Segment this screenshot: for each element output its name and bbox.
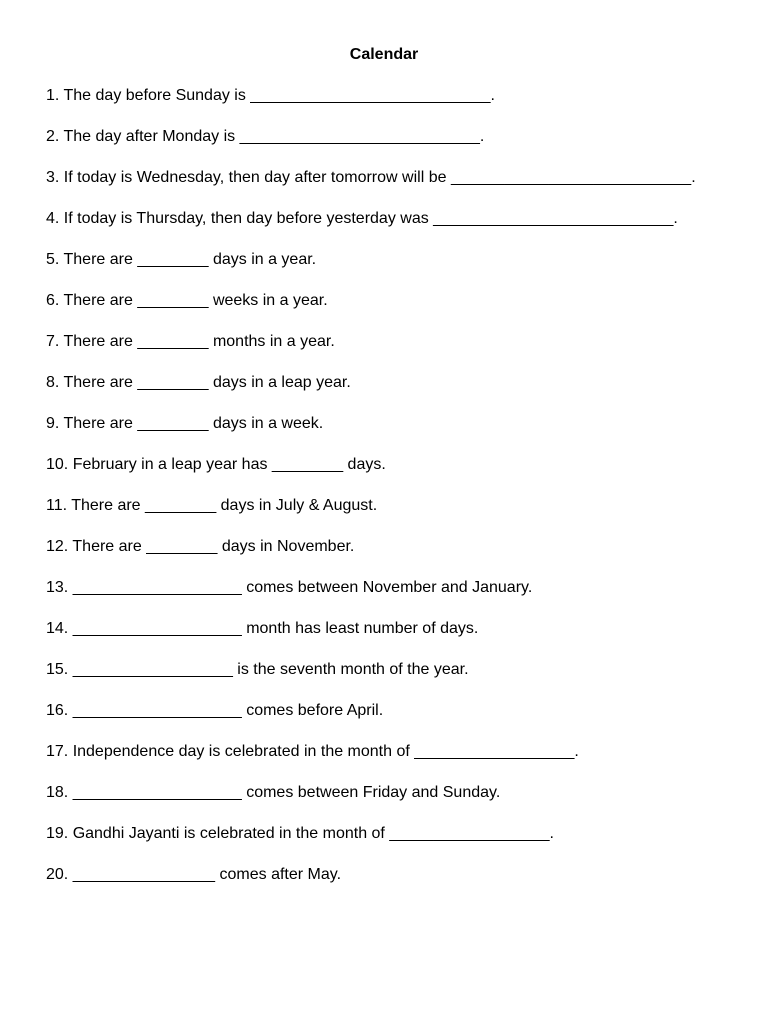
page-title: Calendar [349, 46, 419, 63]
question-12: 12. There are ________ days in November. [46, 538, 355, 555]
question-8: 8. There are ________ days in a leap year. [46, 374, 351, 391]
question-13: 13. ___________________ comes between November and January. [46, 579, 533, 596]
question-4: 4. If today is Thursday, then day before yesterday was ___________________________. [46, 210, 678, 227]
question-5: 5. There are ________ days in a year. [46, 251, 317, 268]
question-15: 15. __________________ is the seventh month of the year. [46, 661, 469, 678]
question-7: 7. There are ________ months in a year. [46, 333, 335, 350]
question-6: 6. There are ________ weeks in a year. [46, 292, 328, 309]
question-1: 1. The day before Sunday is ___________________________. [46, 87, 495, 104]
question-14: 14. ___________________ month has least number of days. [46, 620, 479, 637]
question-list [46, 86, 761, 906]
question-17: 17. Independence day is celebrated in the month of __________________. [46, 743, 579, 760]
question-18: 18. ___________________ comes between Friday and Sunday. [46, 784, 501, 801]
question-2: 2. The day after Monday is ___________________________. [46, 128, 485, 145]
question-3: 3. If today is Wednesday, then day after tomorrow will be ___________________________. [46, 169, 696, 186]
question-16: 16. ___________________ comes before April. [46, 702, 384, 719]
question-19: 19. Gandhi Jayanti is celebrated in the month of __________________. [46, 825, 554, 842]
question-10: 10. February in a leap year has ________ days. [46, 456, 386, 473]
question-11: 11. There are ________ days in July & August. [46, 497, 378, 514]
question-20: 20. ________________ comes after May. [46, 866, 342, 883]
question-9: 9. There are ________ days in a week. [46, 415, 324, 432]
